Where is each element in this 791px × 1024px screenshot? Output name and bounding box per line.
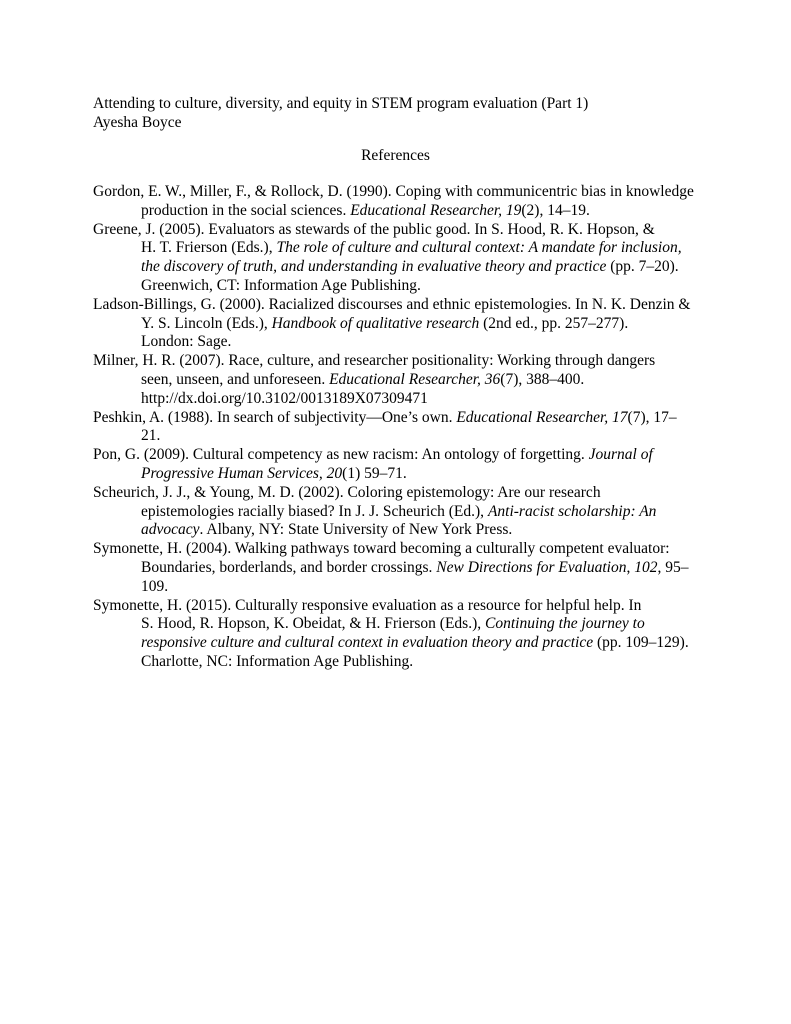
reference-text: (7), 388–400. xyxy=(500,370,585,388)
reference-entry xyxy=(93,352,718,408)
reference-text: (1) 59–71. xyxy=(342,464,407,482)
reference-line xyxy=(93,521,718,540)
reference-line xyxy=(93,446,718,465)
reference-text: Y. S. Lincoln (Eds.), xyxy=(141,314,272,332)
reference-line xyxy=(93,202,718,221)
reference-entry xyxy=(93,446,718,484)
reference-line xyxy=(93,653,718,672)
reference-text: Boundaries, borderlands, and border crossings. xyxy=(141,558,437,576)
reference-text: London: Sage. xyxy=(141,333,232,351)
reference-text: Pon, G. (2009). Cultural competency as new racism: An ontology of forgetting. xyxy=(93,446,589,464)
reference-italic-text: the discovery of truth, and understanding in evaluative theory and practice xyxy=(141,258,607,276)
reference-italic-text: Educational Researcher, 19 xyxy=(350,201,522,219)
reference-text: , 95– xyxy=(657,558,689,576)
reference-text: Milner, H. R. (2007). Race, culture, and researcher positionality: Working through dangers xyxy=(93,352,656,370)
reference-line xyxy=(93,258,718,277)
reference-italic-text: responsive culture and cultural context in evaluation theory and practice xyxy=(141,634,594,652)
reference-entry xyxy=(93,296,718,352)
reference-text: Gordon, E. W., Miller, F., & Rollock, D. (1990). Coping with communicentric bias in knowledge xyxy=(93,183,694,200)
reference-italic-text: Educational Researcher, 36 xyxy=(329,370,501,388)
reference-italic-text: 102 xyxy=(634,558,658,576)
reference-text: production in the social sciences. xyxy=(141,201,351,219)
reference-italic-text: advocacy xyxy=(141,521,200,539)
reference-line xyxy=(93,503,718,522)
reference-line xyxy=(93,634,718,653)
reference-text: Greene, J. (2005). Evaluators as stewards of the public good. In S. Hood, R. K. Hopson, & xyxy=(93,220,655,238)
reference-line xyxy=(93,597,718,616)
reference-text: Greenwich, CT: Information Age Publishing. xyxy=(141,276,421,294)
document-header xyxy=(93,95,713,133)
reference-line xyxy=(93,484,718,503)
reference-entry xyxy=(93,221,718,296)
reference-text: http://dx.doi.org/10.3102/0013189X07309471 xyxy=(141,389,428,407)
reference-entry xyxy=(93,540,718,596)
reference-text: Symonette, H. (2015). Culturally responsive evaluation as a resource for helpful help. In xyxy=(93,596,642,614)
reference-line xyxy=(93,615,718,634)
reference-text: Symonette, H. (2004). Walking pathways toward becoming a culturally competent evaluator: xyxy=(93,540,670,558)
references-heading: References xyxy=(361,147,430,164)
reference-line xyxy=(93,540,718,559)
reference-text: . Albany, NY: State University of New York Press. xyxy=(199,521,513,539)
reference-entry xyxy=(93,409,718,447)
reference-italic-text: The role of culture and cultural context: A mandate for inclusion, xyxy=(276,239,682,257)
reference-text: Ladson-Billings, G. (2000). Racialized discourses and ethnic epistemologies. In N. K. Denzin & xyxy=(93,295,691,313)
reference-line xyxy=(93,409,718,428)
references-list xyxy=(93,183,718,672)
reference-text: Peshkin, A. (1988). In search of subjectivity—One’s own. xyxy=(93,408,457,426)
reference-text: 109. xyxy=(141,577,169,595)
reference-text: Charlotte, NC: Information Age Publishing. xyxy=(141,652,414,670)
reference-text: (pp. 109–129). xyxy=(593,634,689,652)
reference-text: H. T. Frierson (Eds.), xyxy=(141,239,277,257)
reference-line xyxy=(93,333,718,352)
reference-italic-text: Continuing the journey to xyxy=(485,615,645,633)
reference-text: (2), 14–19. xyxy=(521,201,590,219)
reference-text: (2nd ed., pp. 257–277). xyxy=(479,314,629,332)
reference-italic-text: Anti-racist scholarship: An xyxy=(487,502,657,520)
reference-line xyxy=(93,427,718,446)
reference-italic-text: Handbook of qualitative research xyxy=(271,314,480,332)
reference-text: epistemologies racially biased? In J. J. Scheurich (Ed.), xyxy=(141,502,488,520)
reference-line xyxy=(93,277,718,296)
reference-line xyxy=(93,239,718,258)
reference-text: 21. xyxy=(141,427,161,445)
reference-line xyxy=(93,183,718,202)
reference-entry xyxy=(93,484,718,540)
reference-text: Scheurich, J. J., & Young, M. D. (2002). Coloring epistemology: Are our research xyxy=(93,483,601,501)
reference-line xyxy=(93,465,718,484)
reference-italic-text: Educational Researcher, 17 xyxy=(456,408,628,426)
reference-text: seen, unseen, and unforeseen. xyxy=(141,370,330,388)
reference-line xyxy=(93,296,718,315)
reference-line xyxy=(93,221,718,240)
reference-italic-text: Progressive Human Services, 20 xyxy=(141,464,343,482)
document-author: Ayesha Boyce xyxy=(93,113,182,131)
reference-text: , xyxy=(626,558,635,576)
reference-italic-text: Journal of xyxy=(588,446,653,464)
document-title: Attending to culture, diversity, and equity in STEM program evaluation (Part 1) xyxy=(93,95,589,112)
reference-line xyxy=(93,352,718,371)
reference-text: S. Hood, R. Hopson, K. Obeidat, & H. Frierson (Eds.), xyxy=(141,615,485,633)
reference-line xyxy=(93,371,718,390)
reference-line xyxy=(93,559,718,578)
reference-line xyxy=(93,578,718,597)
reference-entry xyxy=(93,183,718,221)
reference-entry xyxy=(93,597,718,672)
reference-italic-text: New Directions for Evaluation xyxy=(436,558,627,576)
reference-text: (7), 17– xyxy=(627,408,677,426)
reference-line xyxy=(93,315,718,334)
reference-line xyxy=(93,390,718,409)
reference-text: (pp. 7–20). xyxy=(606,258,679,276)
